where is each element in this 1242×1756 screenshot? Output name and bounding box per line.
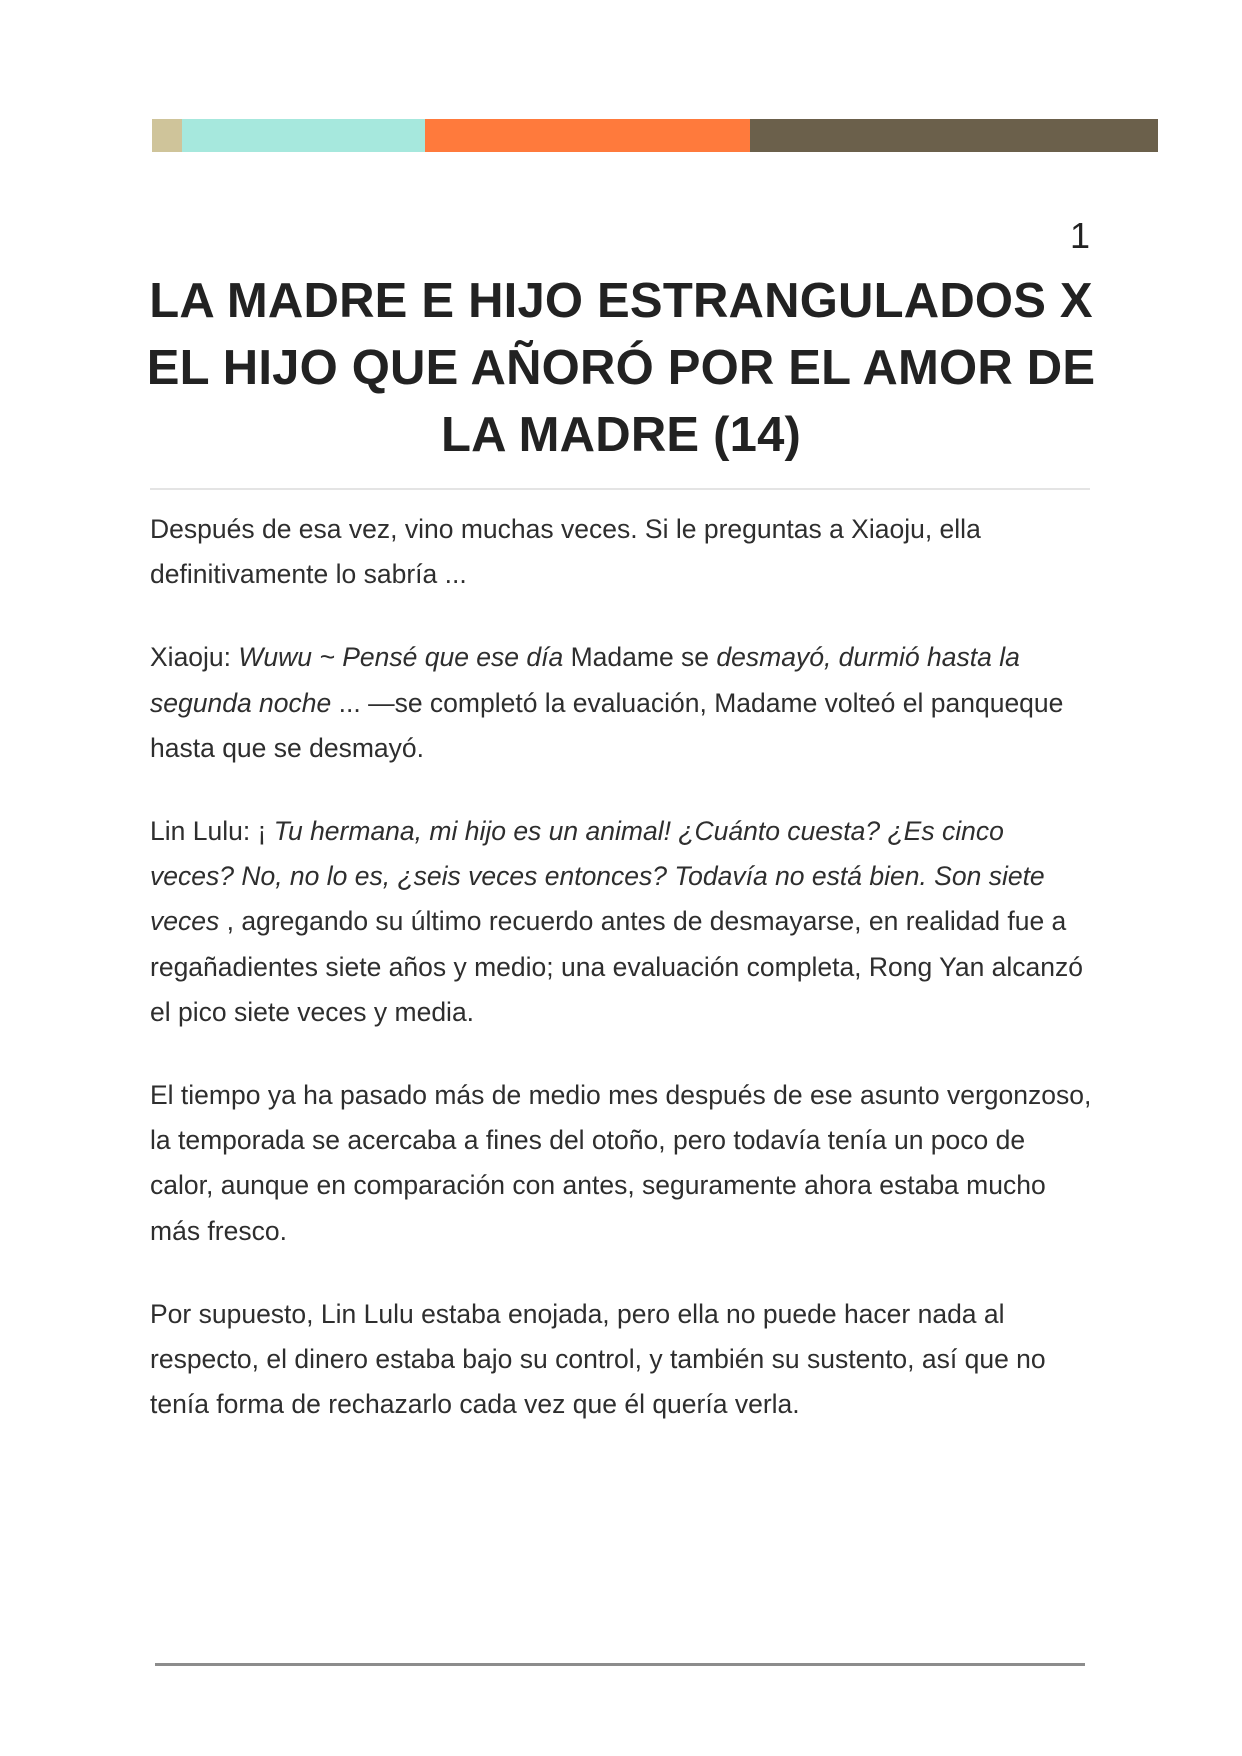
- paragraph-2: [150, 635, 1095, 771]
- header-color-bar: [152, 119, 1158, 152]
- paragraph-5: Por supuesto, Lin Lulu estaba enojada, pero ella no puede hacer nada al respecto, el dinero estaba bajo su control, y también su sustento, así que no tenía forma de rechazarlo cada vez que él quería verla.: [150, 1298, 1046, 1420]
- document-body: [150, 507, 1095, 1465]
- footer-divider: [155, 1663, 1085, 1666]
- paragraph-3: [150, 809, 1095, 1035]
- color-bar-segment-aqua: [182, 119, 425, 152]
- paragraph-1: Después de esa vez, vino muchas veces. Si le preguntas a Xiaoju, ella definitivamente lo sabría ...: [150, 514, 981, 590]
- text-span: , agregando su último recuerdo antes de desmayarse, en realidad fue a regañadientes siete años y medio; una evaluación completa, Rong Yan alcanzó el pico siete veces y media.: [150, 906, 1084, 1027]
- color-bar-segment-orange: [425, 119, 750, 152]
- speaker-label: Xiaoju:: [150, 642, 239, 673]
- speaker-label: Lin Lulu: ¡: [150, 816, 274, 847]
- color-bar-segment-beige: [152, 119, 182, 152]
- italic-text: Wuwu ~ Pensé que ese día: [238, 642, 564, 673]
- italic-text: desmayó, durmió hasta la segunda noche: [150, 642, 1020, 718]
- paragraph-4: El tiempo ya ha pasado más de medio mes después de ese asunto vergonzoso, la temporada se acercaba a fines del otoño, pero todavía tenía un poco de calor, aunque en comparación con antes, seguramente ahora estaba mucho más fresco.: [150, 1080, 1092, 1246]
- title-divider: [150, 488, 1090, 490]
- document-title: LA MADRE E HIJO ESTRANGULADOS X EL HIJO QUE AÑORÓ POR EL AMOR DE LA MADRE (14): [146, 274, 1096, 462]
- page-number: 1: [1069, 215, 1090, 256]
- text-span: Madame se: [563, 642, 717, 673]
- text-span: ... —se completó la evaluación, Madame volteó el panqueque hasta que se desmayó.: [150, 687, 1064, 763]
- color-bar-segment-brown: [750, 119, 1158, 152]
- italic-text: Tu hermana, mi hijo es un animal! ¿Cuánto cuesta? ¿Es cinco veces? No, no lo es, ¿seis veces entonces? Todavía no está bien. Son siete veces: [150, 816, 1045, 937]
